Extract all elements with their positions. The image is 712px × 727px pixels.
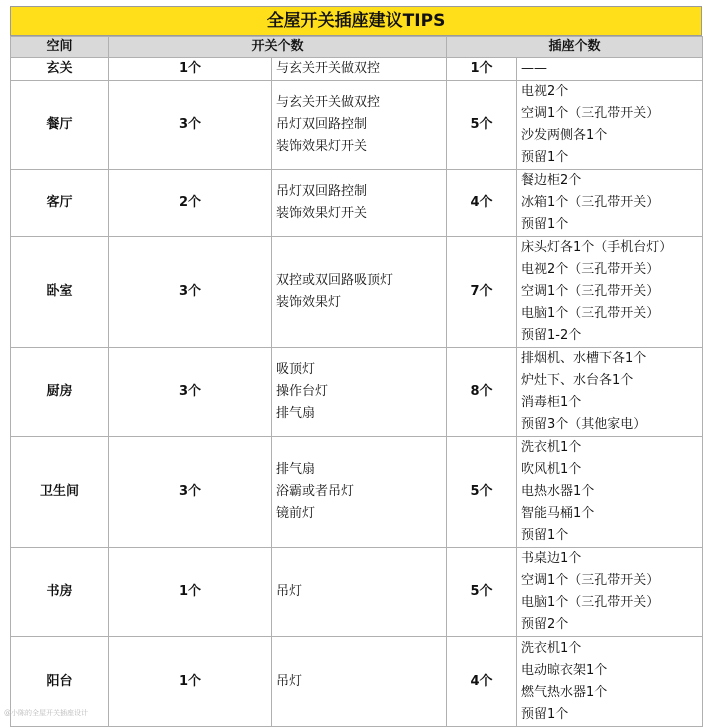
socket-item: 预留1个 — [521, 217, 569, 232]
socket-item: 燃气热水器1个 — [521, 684, 608, 700]
socket-count: 5个 — [447, 81, 517, 170]
socket-count: 4个 — [447, 170, 517, 237]
socket-item: 预留1个 — [521, 528, 569, 543]
socket-items — [517, 548, 703, 637]
table-row — [11, 81, 703, 170]
table-row — [11, 548, 703, 637]
table-row — [11, 237, 703, 348]
switch-items — [272, 637, 447, 727]
socket-items — [517, 237, 703, 348]
tips-table — [10, 36, 703, 727]
table-row — [11, 170, 703, 237]
socket-count: 5个 — [447, 437, 517, 548]
switch-items — [272, 58, 447, 81]
socket-item: 智能马桶1个 — [521, 506, 595, 521]
switch-count: 3个 — [109, 437, 272, 548]
room-name: 卫生间 — [11, 437, 109, 548]
table-row — [11, 637, 703, 727]
socket-item: 电热水器1个 — [521, 484, 595, 499]
socket-item: —— — [521, 61, 548, 76]
socket-item: 洗衣机1个 — [521, 640, 582, 656]
switch-item: 与玄关开关做双控 — [276, 95, 381, 110]
switch-items — [272, 348, 447, 437]
header-switch: 开关个数 — [109, 37, 447, 58]
tips-table-container — [10, 6, 702, 727]
switch-item: 装饰效果灯开关 — [276, 139, 368, 154]
switch-item: 吊灯 — [276, 673, 303, 689]
header-space: 空间 — [11, 37, 109, 58]
socket-item: 炉灶下、水台各1个 — [521, 373, 634, 388]
socket-item: 吹风机1个 — [521, 462, 582, 477]
switch-item: 双控或双回路吸顶灯 — [276, 273, 394, 288]
socket-count: 8个 — [447, 348, 517, 437]
switch-count: 3个 — [109, 81, 272, 170]
socket-item: 冰箱1个（三孔带开关） — [521, 195, 660, 210]
socket-item: 空调1个（三孔带开关） — [521, 106, 660, 121]
switch-items — [272, 237, 447, 348]
table-title: 全屋开关插座建议TIPS — [10, 6, 702, 36]
socket-item: 沙发两侧各1个 — [521, 128, 608, 143]
switch-item: 装饰效果灯 — [276, 295, 342, 310]
socket-item: 餐边柜2个 — [521, 173, 582, 188]
switch-items — [272, 437, 447, 548]
socket-item: 空调1个（三孔带开关） — [521, 573, 660, 588]
switch-count: 2个 — [109, 170, 272, 237]
socket-items — [517, 170, 703, 237]
socket-item: 预留1个 — [521, 150, 569, 165]
switch-item: 排气扇 — [276, 462, 316, 477]
table-row — [11, 437, 703, 548]
switch-count: 1个 — [109, 548, 272, 637]
socket-count: 4个 — [447, 637, 517, 727]
socket-count: 1个 — [447, 58, 517, 81]
switch-item: 吸顶灯 — [276, 362, 316, 377]
switch-item: 吊灯双回路控制 — [276, 184, 368, 199]
switch-item: 操作台灯 — [276, 384, 329, 399]
socket-item: 电视2个 — [521, 84, 569, 99]
socket-item: 床头灯各1个（手机台灯） — [521, 240, 673, 255]
watermark-text: @小陈的全屋开关插座设计 — [4, 709, 88, 717]
switch-count: 3个 — [109, 348, 272, 437]
room-name: 客厅 — [11, 170, 109, 237]
switch-item: 镜前灯 — [276, 506, 316, 521]
switch-item: 浴霸或者吊灯 — [276, 484, 355, 499]
switch-item: 与玄关开关做双控 — [276, 61, 381, 76]
switch-item: 排气扇 — [276, 406, 316, 421]
socket-item: 预留3个（其他家电） — [521, 417, 647, 432]
table-row — [11, 348, 703, 437]
socket-items — [517, 437, 703, 548]
socket-item: 排烟机、水槽下各1个 — [521, 351, 647, 366]
socket-items — [517, 348, 703, 437]
table-row — [11, 58, 703, 81]
switch-count: 1个 — [109, 58, 272, 81]
socket-items — [517, 81, 703, 170]
socket-item: 消毒柜1个 — [521, 395, 582, 410]
switch-count: 1个 — [109, 637, 272, 727]
room-name: 厨房 — [11, 348, 109, 437]
switch-items — [272, 548, 447, 637]
switch-item: 装饰效果灯开关 — [276, 206, 368, 221]
socket-item: 洗衣机1个 — [521, 440, 582, 455]
switch-item: 吊灯 — [276, 584, 303, 599]
socket-item: 预留2个 — [521, 617, 569, 632]
switch-items — [272, 81, 447, 170]
socket-item: 书桌边1个 — [521, 551, 582, 566]
room-name: 书房 — [11, 548, 109, 637]
room-name: 阳台 — [11, 637, 109, 727]
switch-items — [272, 170, 447, 237]
socket-count: 7个 — [447, 237, 517, 348]
socket-item: 预留1-2个 — [521, 328, 582, 343]
socket-items — [517, 637, 703, 727]
socket-item: 电动晾衣架1个 — [521, 662, 608, 678]
socket-item: 电脑1个（三孔带开关） — [521, 595, 660, 610]
socket-count: 5个 — [447, 548, 517, 637]
room-name: 餐厅 — [11, 81, 109, 170]
header-row — [11, 37, 703, 58]
socket-item: 电视2个（三孔带开关） — [521, 262, 660, 277]
socket-item: 空调1个（三孔带开关） — [521, 284, 660, 299]
switch-item: 吊灯双回路控制 — [276, 117, 368, 132]
socket-items — [517, 58, 703, 81]
socket-item: 电脑1个（三孔带开关） — [521, 306, 660, 321]
socket-item: 预留1个 — [521, 706, 569, 722]
room-name: 玄关 — [11, 58, 109, 81]
switch-count: 3个 — [109, 237, 272, 348]
room-name: 卧室 — [11, 237, 109, 348]
header-socket: 插座个数 — [447, 37, 703, 58]
